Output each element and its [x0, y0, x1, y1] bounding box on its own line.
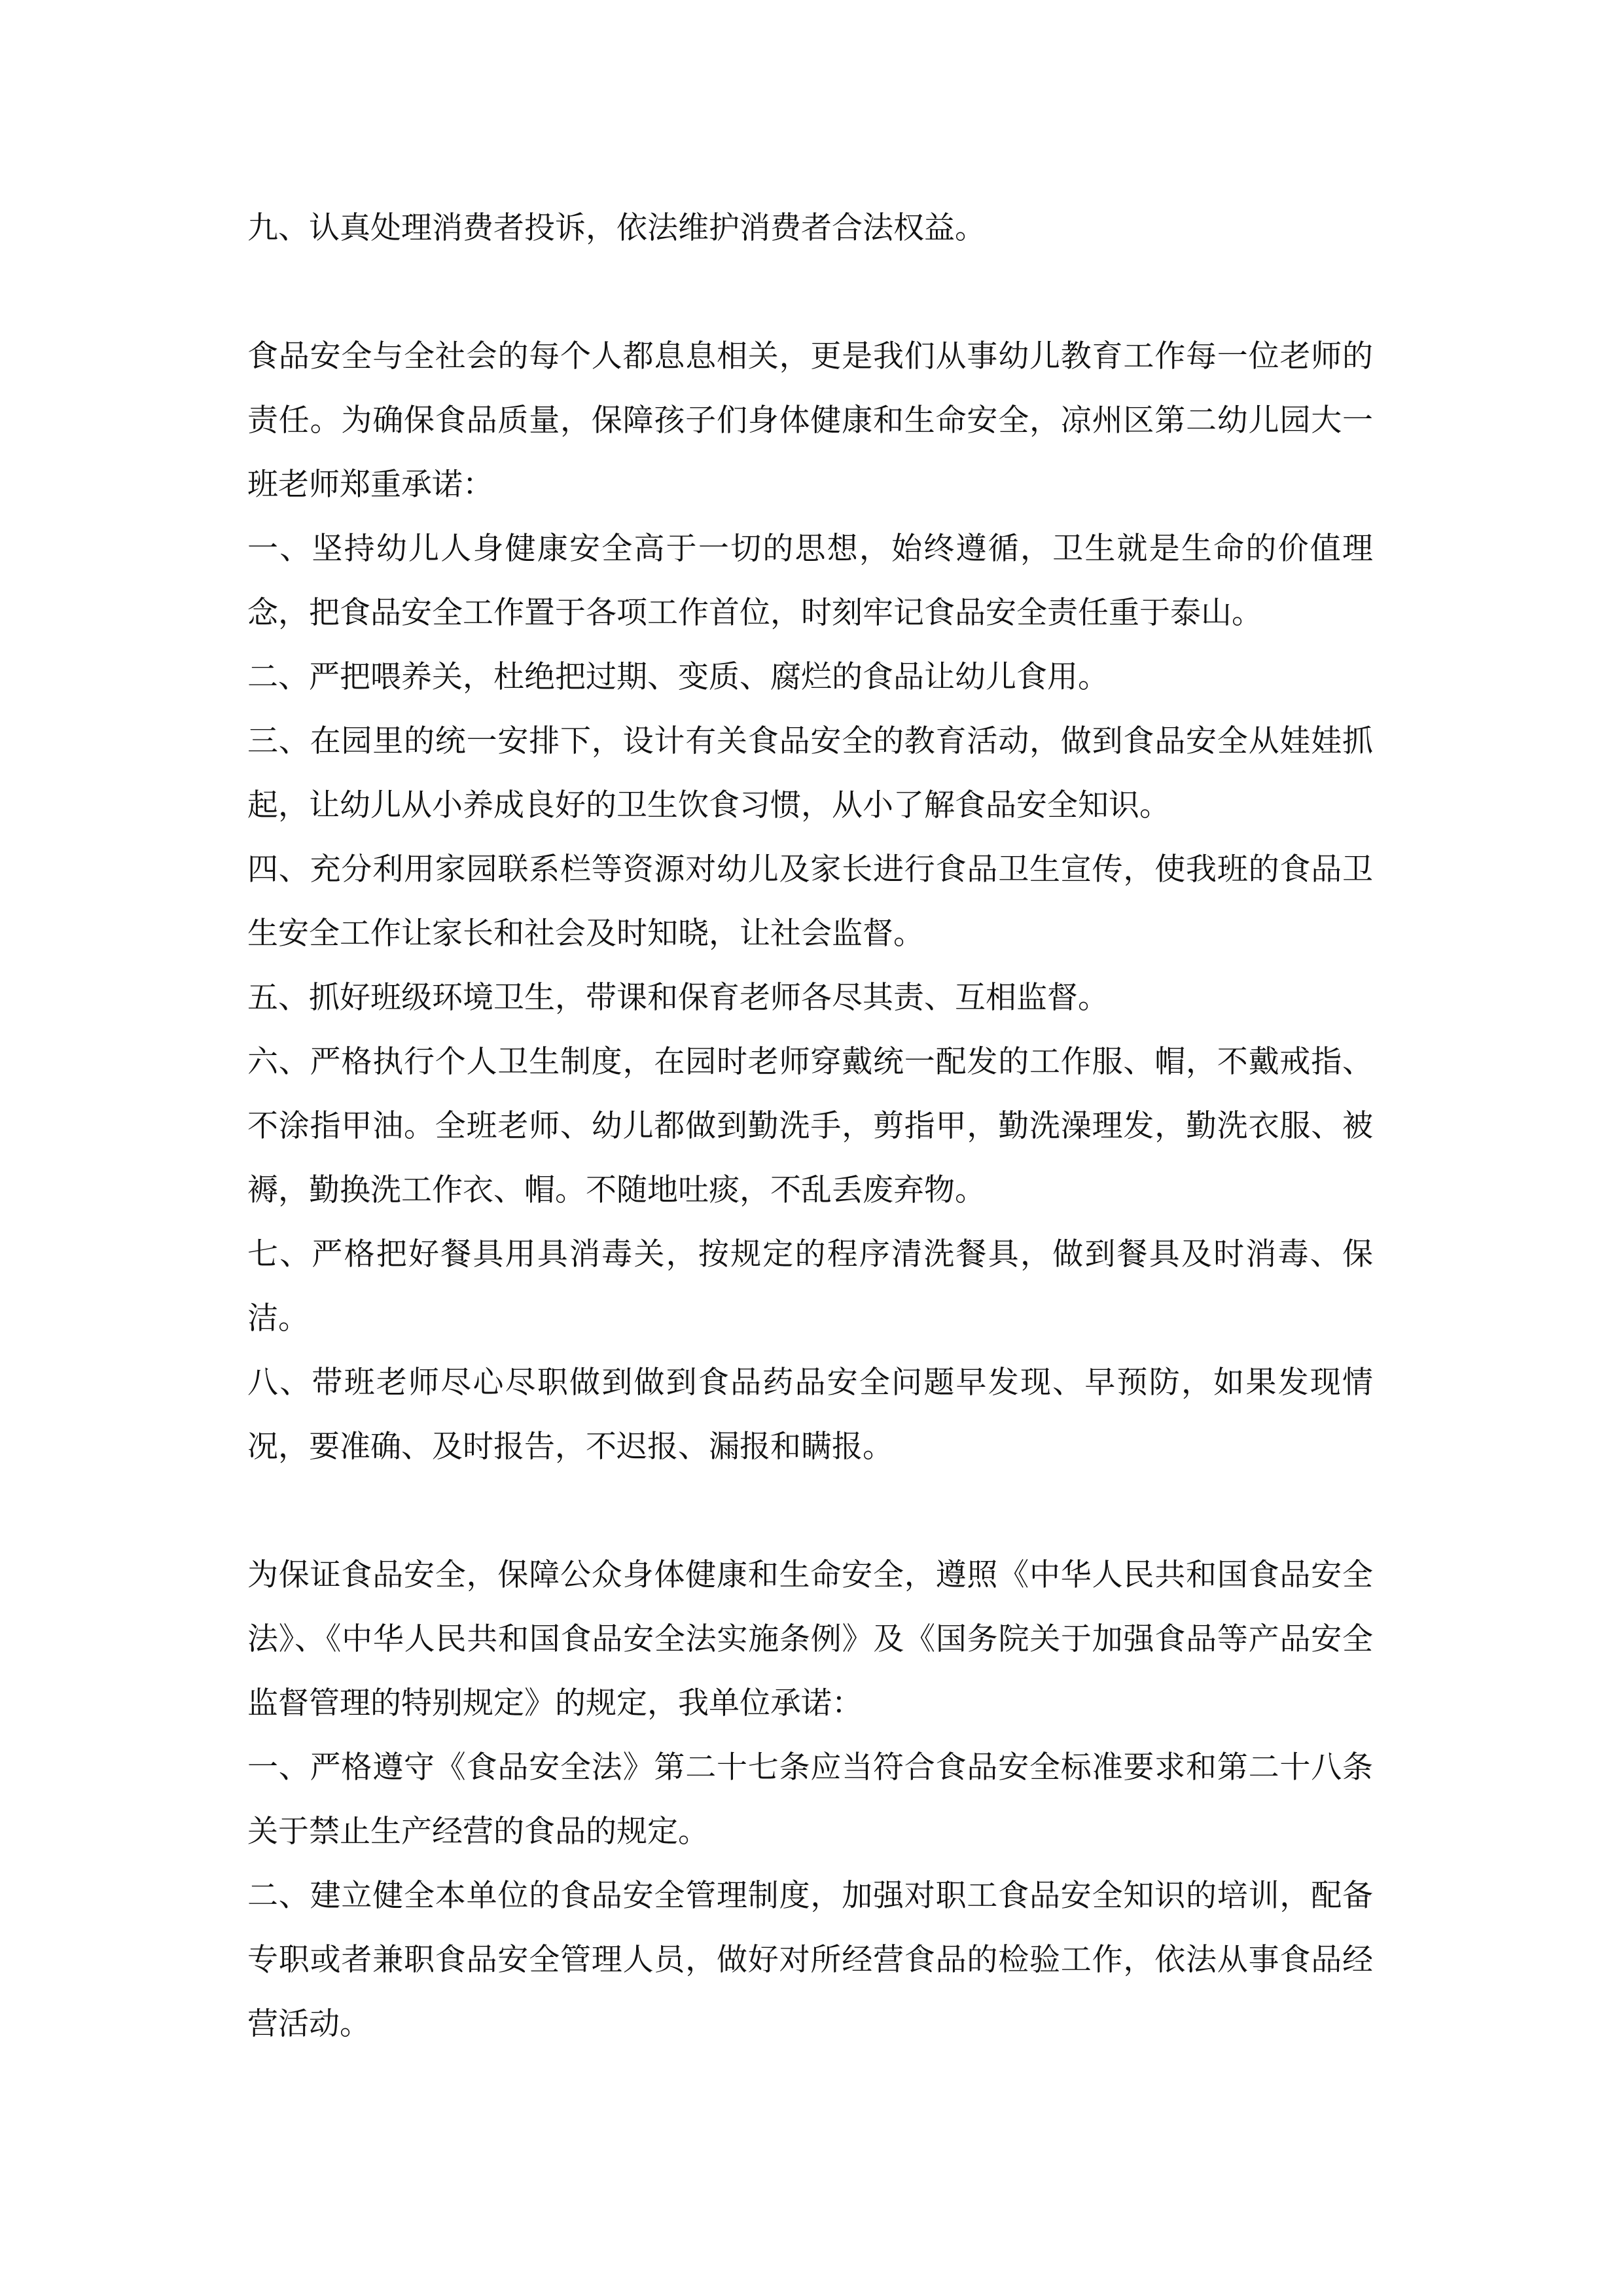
section2-item-7: 七、严格把好餐具用具消毒关，按规定的程序清洗餐具，做到餐具及时消毒、保洁。 — [247, 1236, 1373, 1336]
section1-item-9: 九、认真处理消费者投诉，依法维护消费者合法权益。 — [247, 210, 986, 246]
document-body — [247, 196, 1373, 2056]
section3-item-1: 一、严格遵守《食品安全法》第二十七条应当符合食品安全标准要求和第二十八条关于禁止生产经营的食品的规定。 — [247, 1749, 1373, 1850]
section2-item-1: 一、坚持幼儿人身健康安全高于一切的思想，始终遵循，卫生就是生命的价值理念，把食品安全工作置于各项工作首位，时刻牢记食品安全责任重于泰山。 — [247, 531, 1373, 631]
section2-item-2: 二、严把喂养关，杜绝把过期、变质、腐烂的食品让幼儿食用。 — [247, 659, 1109, 695]
section2-item-3: 三、在园里的统一安排下，设计有关食品安全的教育活动，做到食品安全从娃娃抓起，让幼儿从小养成良好的卫生饮食习惯，从小了解食品安全知识。 — [247, 723, 1373, 823]
section3-intro: 为保证食品安全，保障公众身体健康和生命安全，遵照《中华人民共和国食品安全法》、《中华人民共和国食品安全法实施条例》及《国务院关于加强食品等产品安全监督管理的特别规定》的规定，我单位承诺： — [247, 1557, 1373, 1721]
section2-item-6: 六、严格执行个人卫生制度，在园时老师穿戴统一配发的工作服、帽，不戴戒指、不涂指甲油。全班老师、幼儿都做到勤洗手，剪指甲，勤洗澡理发，勤洗衣服、被褥，勤换洗工作衣、帽。不随地吐痰，不乱丢废弃物。 — [247, 1044, 1373, 1208]
section2-item-5: 五、抓好班级环境卫生，带课和保育老师各尽其责、互相监督。 — [247, 980, 1109, 1016]
section2-item-4: 四、充分利用家园联系栏等资源对幼儿及家长进行食品卫生宣传，使我班的食品卫生安全工作让家长和社会及时知晓，让社会监督。 — [247, 852, 1373, 952]
section2-intro: 食品安全与全社会的每个人都息息相关，更是我们从事幼儿教育工作每一位老师的责任。为确保食品质量，保障孩子们身体健康和生命安全，凉州区第二幼儿园大一班老师郑重承诺： — [247, 338, 1373, 503]
section2-item-8: 八、带班老师尽心尽职做到做到食品药品安全问题早发现、早预防，如果发现情况，要准确、及时报告，不迟报、漏报和瞒报。 — [247, 1365, 1373, 1465]
paragraph-gap — [247, 260, 1373, 325]
section3-item-2: 二、建立健全本单位的食品安全管理制度，加强对职工食品安全知识的培训，配备专职或者兼职食品安全管理人员，做好对所经营食品的检验工作，依法从事食品经营活动。 — [247, 1878, 1373, 2042]
paragraph-gap — [247, 1479, 1373, 1543]
